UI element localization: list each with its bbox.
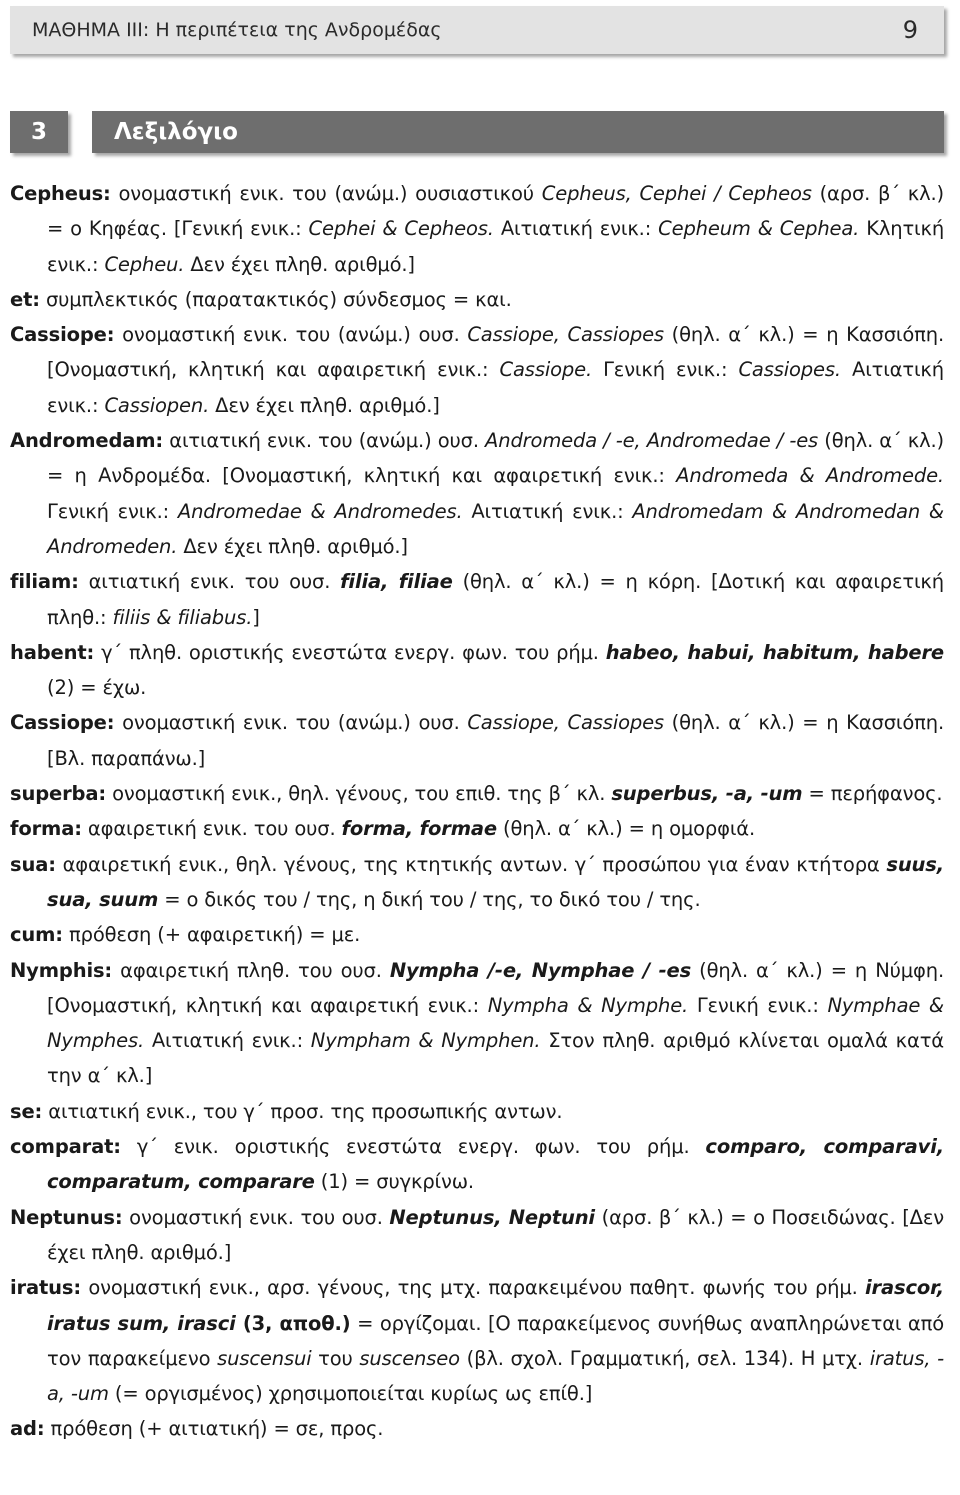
definition-text: πρόθεση (+ αφαιρετική) = με. (62, 923, 361, 947)
definition-text: ονομαστική ενικ. του (ανώμ.) ουσιαστικού (110, 182, 542, 205)
latin-form: Cephei & Cepheos. (308, 217, 494, 241)
glossary-entry (10, 776, 944, 811)
definition-text: (αρσ. β΄ κλ.) = ο Ποσειδώνας. [Δεν έχει πληθ. αριθμό.] (47, 1205, 945, 1264)
latin-form: Cepheu. (104, 252, 185, 276)
latin-form: Andromeda & Andromede. (676, 464, 944, 488)
definition-text: = οργίζομαι. [Ο παρακείμενος συνήθως αναπληρώνεται από τον παρακείμενο (47, 1311, 944, 1370)
glossary-list (10, 176, 944, 1447)
latin-form: suscenseo (359, 1346, 460, 1370)
definition-text: συμπλεκτικός (παρατακτικός) σύνδεσμος = και. (39, 287, 512, 311)
glossary-entry (10, 1270, 944, 1411)
running-header (10, 6, 944, 54)
latin-form: suscensui (217, 1346, 312, 1370)
glossary-term: iratus: (10, 1276, 82, 1300)
definition-text: ονομαστική ενικ. του (ανώμ.) ουσ. (114, 323, 468, 347)
glossary-term: cum: (10, 923, 63, 947)
latin-form: Cassiope, Cassiopes (467, 323, 664, 347)
latin-form: (3, αποθ.) (235, 1311, 351, 1335)
glossary-entry (10, 1094, 944, 1129)
glossary-term: et: (10, 287, 40, 311)
definition-text: αιτιατική ενικ., του γ΄ προσ. της προσωπικής αντων. (42, 1099, 563, 1123)
definition-text: = ο δικός του / της, η δική του / της, το δικό του / της. (158, 887, 701, 911)
definition-text: (θηλ. α΄ κλ.) = η Ανδρομέδα. [Ονομαστική, κλητική και αφαιρετική ενικ.: (47, 429, 944, 488)
page-number: 9 (902, 16, 918, 44)
latin-form: suus, sua, suum (47, 852, 944, 911)
definition-text: Δεν έχει πληθ. αριθμό.] (177, 534, 408, 558)
glossary-term: Cassiope: (10, 711, 115, 735)
glossary-entry (10, 847, 944, 918)
glossary-term: Andromedam: (10, 429, 164, 453)
definition-text: ] (252, 605, 260, 629)
definition-text: Αιτιατική ενικ.: (493, 217, 659, 241)
glossary-term: ad: (10, 1417, 45, 1441)
glossary-term: superba: (10, 782, 107, 806)
glossary-entry (10, 176, 944, 282)
glossary-term: Cassiope: (10, 323, 115, 347)
definition-text: Γενική ενικ.: (688, 993, 828, 1017)
latin-form: Cassiope, Cassiopes (467, 711, 664, 735)
definition-text: Γενική ενικ.: (47, 499, 178, 523)
latin-form: filia, filiae (340, 570, 453, 594)
latin-form: Cassiopen. (104, 393, 210, 417)
glossary-term: habent: (10, 640, 95, 664)
latin-form: Nympha & Nymphe. (487, 993, 689, 1017)
definition-text: αφαιρετική ενικ., θηλ. γένους, της κτητικής αντων. γ΄ προσώπου για έναν κτήτορα (55, 852, 887, 876)
definition-text: (θηλ. α΄ κλ.) = η ομορφιά. (496, 817, 756, 841)
glossary-entry (10, 811, 944, 846)
glossary-term: se: (10, 1099, 43, 1123)
glossary-entry (10, 1411, 944, 1446)
definition-text: ονομαστική ενικ., αρσ. γένους, της μτχ. παρακειμένου παθητ. φωνής του ρήμ. (81, 1276, 866, 1300)
definition-text: αιτιατική ενικ. του ουσ. (78, 570, 341, 594)
definition-text: Αιτιατική ενικ.: (144, 1029, 311, 1053)
latin-form: Andromedam & Andromedan & Andromeden. (47, 499, 944, 558)
definition-text: (2) = έχω. (47, 676, 147, 700)
definition-text: αιτιατική ενικ. του (ανώμ.) ουσ. (163, 429, 486, 453)
latin-form: Nymphae & Nymphes. (47, 993, 944, 1053)
definition-text: Δεν έχει πληθ. αριθμό.] (184, 252, 415, 276)
definition-text: αφαιρετική ενικ. του ουσ. (81, 817, 342, 841)
latin-form: Andromedae & Andromedes. (177, 499, 463, 523)
glossary-term: Nymphis: (10, 958, 113, 982)
glossary-entry (10, 635, 944, 706)
latin-form: Neptunus, Neptuni (389, 1205, 595, 1229)
latin-form: superbus, -a, -um (611, 782, 803, 806)
definition-text: (θηλ. α΄ κλ.) = η κόρη. [Δοτική και αφαιρετική πληθ.: (47, 570, 944, 629)
latin-form: Cepheum & Cephea. (658, 217, 860, 241)
definition-text: γ΄ ενικ. οριστικής ενεστώτα ενεργ. φων. του ρήμ. (120, 1135, 706, 1159)
latin-form: irascor, iratus sum, irasci (47, 1276, 944, 1335)
glossary-entry (10, 423, 944, 564)
latin-form: comparo, comparavi, comparatum, comparare (47, 1135, 944, 1194)
glossary-term: forma: (10, 817, 82, 841)
definition-text: Στον πληθ. αριθμό κλίνεται ομαλά κατά την α΄ κλ.] (47, 1029, 944, 1088)
latin-form: Andromeda / -e, Andromedae / -es (485, 429, 819, 453)
definition-text: = περήφανος. (802, 782, 943, 806)
definition-text: (αρσ. β΄ κλ.) = ο Κηφέας. [Γενική ενικ.: (47, 182, 944, 241)
glossary-entry (10, 282, 944, 317)
definition-text: του (311, 1346, 360, 1370)
definition-text: ονομαστική ενικ. του ουσ. (122, 1205, 390, 1229)
glossary-entry (10, 705, 944, 776)
definition-text: αφαιρετική πληθ. του ουσ. (112, 958, 390, 982)
latin-form: Nympham & Nymphen. (310, 1029, 541, 1053)
glossary-term: filiam: (10, 570, 79, 594)
latin-form: habeo, habui, habitum, habere (605, 640, 944, 664)
latin-form: Nympha /-e, Nymphae / -es (389, 958, 692, 982)
definition-text: (1) = συγκρίνω. (314, 1170, 474, 1194)
glossary-entry (10, 1129, 944, 1200)
definition-text: ονομαστική ενικ., θηλ. γένους, του επιθ. της β΄ κλ. (106, 782, 612, 806)
definition-text: Γενική ενικ.: (592, 358, 739, 382)
definition-text: γ΄ πληθ. οριστικής ενεστώτα ενεργ. φων. του ρήμ. (94, 640, 606, 664)
glossary-entry (10, 1200, 944, 1271)
definition-text: (θηλ. α΄ κλ.) = η Νύμφη. [Ονομαστική, κλητική και αφαιρετική ενικ.: (47, 958, 944, 1017)
glossary-term: Neptunus: (10, 1205, 123, 1229)
definition-text: Αιτιατική ενικ.: (462, 499, 633, 523)
definition-text: (βλ. σχολ. Γραμματική, σελ. 134). Η μτχ. (459, 1346, 870, 1370)
section-number: 3 (10, 111, 68, 153)
definition-text: Αιτιατική ενικ.: (47, 358, 944, 417)
glossary-term: sua: (10, 852, 56, 876)
latin-form: filiis & filiabus. (112, 605, 253, 629)
definition-text: (θηλ. α΄ κλ.) = η Κασσιόπη. [Ονομαστική, κλητική και αφαιρετική ενικ.: (47, 323, 944, 382)
glossary-entry (10, 953, 944, 1094)
glossary-term: comparat: (10, 1135, 121, 1159)
definition-text: ονομαστική ενικ. του (ανώμ.) ουσ. (114, 711, 468, 735)
section-title: Λεξιλόγιο (92, 111, 944, 153)
definition-text: πρόθεση (+ αιτιατική) = σε, προς. (44, 1417, 384, 1441)
glossary-entry (10, 317, 944, 423)
definition-text: Κλητική ενικ.: (47, 217, 945, 276)
running-title: ΜΑΘΗΜΑ ΙΙΙ: Η περιπέτεια της Ανδρομέδας (32, 19, 442, 41)
glossary-entry (10, 564, 944, 635)
definition-text: (θηλ. α΄ κλ.) = η Κασσιόπη. [Βλ. παραπάνω.] (47, 711, 944, 770)
latin-form: Cassiopes. (738, 358, 841, 382)
latin-form: Cepheus, Cephei / Cepheos (541, 182, 812, 205)
glossary-entry (10, 917, 944, 952)
latin-form: iratus, -a, -um (47, 1346, 944, 1406)
latin-form: forma, formae (341, 817, 497, 841)
definition-text: (= οργισμένος) χρησιμοποιείται κυρίως ως επίθ.] (108, 1382, 593, 1406)
glossary-term: Cepheus: (10, 182, 111, 205)
latin-form: Cassiope. (499, 358, 593, 382)
definition-text: Δεν έχει πληθ. αριθμό.] (209, 393, 440, 417)
